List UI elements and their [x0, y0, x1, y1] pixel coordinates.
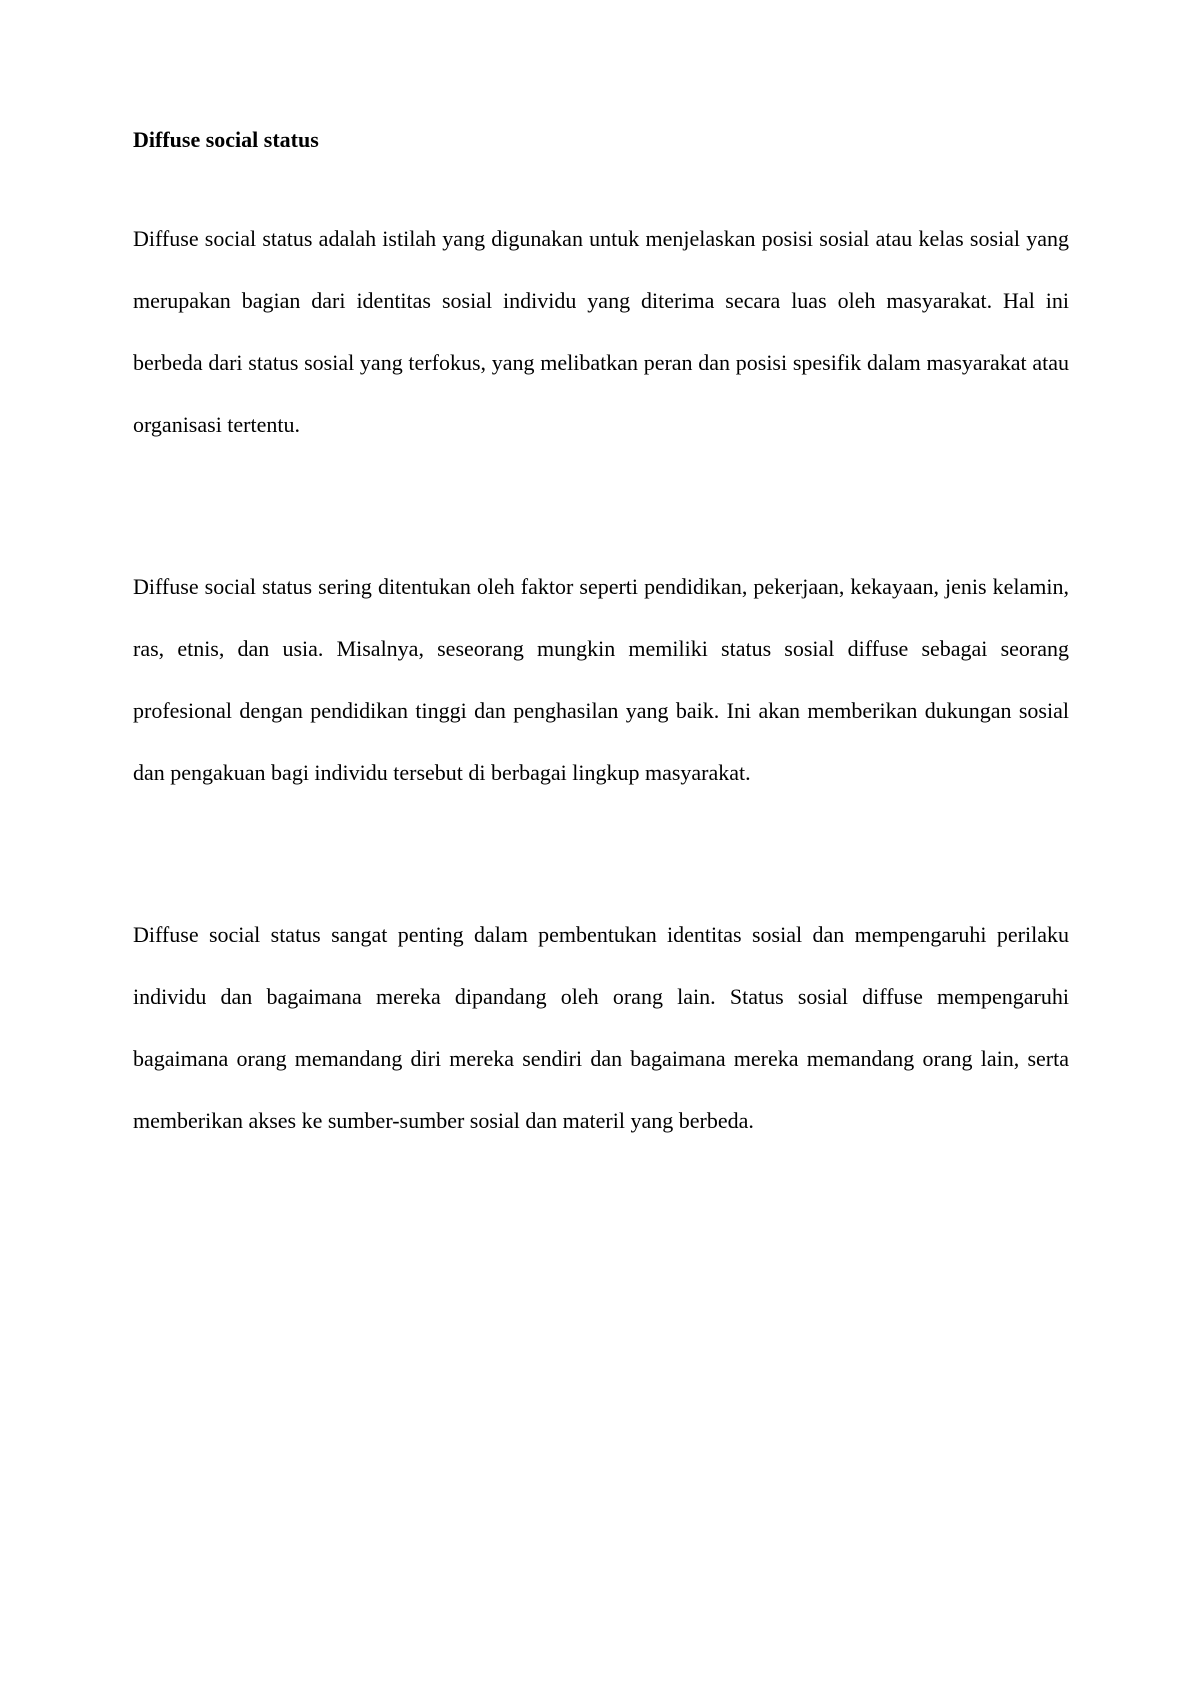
paragraph-diffuse-importance: Diffuse social status sangat penting dalam pembentukan identitas sosial dan mempengaruhi perilaku individu dan bagaimana mereka dipandang oleh orang lain. Status sosial diffuse mempengaruhi bagaimana orang memandang diri mereka sendiri dan bagaimana mereka memandang orang lain, serta memberikan akses ke sumber-sumber sosial dan materil yang berbeda.: [133, 922, 1069, 1133]
document-title: Diffuse social status: [133, 127, 319, 152]
paragraph-diffuse-definition: Diffuse social status adalah istilah yang digunakan untuk menjelaskan posisi sosial atau kelas sosial yang merupakan bagian dari identitas sosial individu yang diterima secara luas oleh masyarakat. Hal ini berbeda dari status sosial yang terfokus, yang melibatkan peran dan posisi spesifik dalam masyarakat atau organisasi tertentu.: [133, 226, 1069, 437]
paragraph-diffuse-factors: Diffuse social status sering ditentukan oleh faktor seperti pendidikan, pekerjaan, kekayaan, jenis kelamin, ras, etnis, dan usia. Misalnya, seseorang mungkin memiliki status sosial diffuse sebagai seorang profesional dengan pendidikan tinggi dan penghasilan yang baik. Ini akan memberikan dukungan sosial dan pengakuan bagi individu tersebut di berbagai lingkup masyarakat.: [133, 574, 1069, 785]
document-content: [133, 126, 1069, 1152]
